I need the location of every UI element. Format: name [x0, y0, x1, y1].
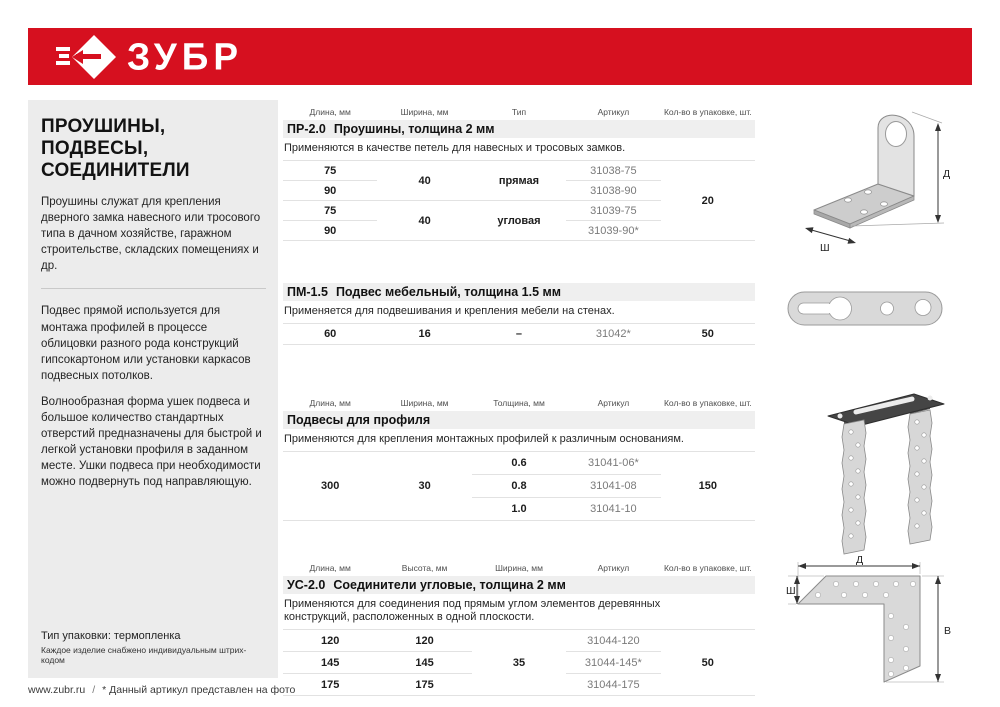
width-value: 30 — [377, 452, 471, 521]
qty-value: 150 — [661, 452, 755, 521]
info-paragraph: Подвес прямой используется для монтажа профилей в процессе облицовки разного рода конструкций гипсокартоном или установки каркасов подвесных потолков. — [41, 305, 251, 382]
type-value: – — [472, 324, 566, 345]
article-value: 31044-120 — [566, 630, 660, 652]
packaging-note: Каждое изделие снабжено индивидуальным штрих-кодом — [41, 645, 247, 665]
column-headers — [283, 398, 755, 411]
packaging-type: Тип упаковки: термопленка — [41, 630, 181, 642]
column-headers — [283, 563, 755, 576]
product-description: Применяется для подвешивания и крепления мебели на стенах. — [284, 305, 615, 317]
article-value: 31042* — [566, 324, 660, 345]
qty-value: 50 — [661, 630, 755, 696]
product-table-us20 — [283, 563, 755, 696]
product-table-profile-hangers — [283, 398, 755, 521]
type-value: прямая — [472, 161, 566, 201]
product-name: Соединители угловые, толщина 2 мм — [333, 578, 566, 592]
footer — [28, 684, 295, 696]
section-band — [283, 576, 755, 594]
product-code: ПР-2.0 — [287, 122, 326, 136]
height-value: 175 — [377, 674, 471, 696]
article-value: 31041-08 — [566, 475, 660, 498]
col-header: Толщина, мм — [493, 398, 545, 408]
product-description: Применяются в качестве петель для навесных и тросовых замков. — [284, 142, 626, 154]
page-title — [41, 116, 266, 182]
intro-paragraph: Проушины служат для крепления дверного замка навесного или тросового типа в дачном хозяйстве, гаражном строительстве, складских помещениях и др. — [41, 196, 261, 273]
table-row — [283, 324, 755, 345]
col-header: Ширина, мм — [400, 398, 449, 408]
brand-bar — [28, 28, 972, 85]
sidebar-panel — [28, 100, 278, 678]
eyelet-bracket-image — [792, 96, 977, 254]
section-band — [283, 120, 755, 138]
length-value: 120 — [283, 630, 377, 652]
profile-hanger-image — [798, 382, 968, 560]
dim-label-length: Д — [943, 168, 951, 180]
drawing-eyelet-bracket — [792, 96, 977, 259]
packaging-info — [41, 630, 268, 665]
spec-table — [283, 451, 755, 521]
thickness-value: 1.0 — [472, 498, 566, 521]
zubr-logo-text: ЗУБР — [127, 35, 244, 78]
page-title-line: ПОДВЕСЫ, — [41, 138, 149, 159]
product-code: ПМ-1.5 — [287, 285, 328, 299]
drawing-profile-hanger — [798, 382, 968, 565]
article-value: 31038-90 — [566, 181, 660, 201]
section-band — [283, 411, 755, 429]
product-description: Применяются для крепления монтажных профилей к различным основаниям. — [284, 433, 684, 445]
drawing-furniture-hanger — [786, 282, 948, 341]
dim-label-length: Д — [856, 554, 864, 566]
col-header: Кол-во в упаковке, шт. — [663, 398, 752, 408]
col-header: Длина, мм — [309, 398, 351, 408]
length-value: 90 — [283, 221, 377, 241]
col-header: Высота, мм — [401, 563, 448, 573]
article-value: 31041-10 — [566, 498, 660, 521]
height-value: 145 — [377, 652, 471, 674]
footer-separator: / — [92, 684, 96, 696]
col-header: Артикул — [597, 563, 630, 573]
col-header: Ширина, мм — [400, 107, 449, 117]
product-table-pr20 — [283, 107, 755, 241]
length-value: 300 — [283, 452, 377, 521]
table-row — [283, 452, 755, 475]
width-value: 16 — [377, 324, 471, 345]
width-value: 35 — [472, 630, 566, 696]
dim-label-width: Ш — [820, 242, 830, 254]
article-value: 31041-06* — [566, 452, 660, 475]
product-name: Подвес мебельный, толщина 1.5 мм — [335, 285, 562, 299]
corner-connector-image — [786, 554, 972, 704]
col-header: Ширина, мм — [495, 563, 543, 573]
col-header: Длина, мм — [309, 107, 351, 117]
article-value: 31044-145* — [566, 652, 660, 674]
drawing-corner-connector — [786, 554, 972, 707]
length-value: 90 — [283, 181, 377, 201]
height-value: 120 — [377, 630, 471, 652]
site-link[interactable]: www.zubr.ru — [28, 684, 86, 696]
length-value: 75 — [283, 161, 377, 181]
article-value: 31039-75 — [566, 201, 660, 221]
col-header: Артикул — [597, 398, 630, 408]
col-header: Кол-во в упаковке, шт. — [663, 563, 752, 573]
thickness-value: 0.8 — [472, 475, 566, 498]
zubr-logo — [56, 34, 243, 80]
length-value: 145 — [283, 652, 377, 674]
page-title-line: ПРОУШИНЫ, — [41, 116, 166, 137]
qty-value: 50 — [661, 324, 755, 345]
col-header: Длина, мм — [309, 563, 351, 573]
col-header: Кол-во в упаковке, шт. — [663, 107, 752, 117]
article-value: 31044-175 — [566, 674, 660, 696]
product-name: Проушины, толщина 2 мм — [333, 122, 495, 136]
col-header: Артикул — [597, 107, 630, 117]
spec-table — [283, 629, 755, 696]
width-value: 40 — [377, 161, 471, 201]
sidebar-divider — [41, 288, 266, 289]
article-value: 31038-75 — [566, 161, 660, 181]
section-band — [283, 283, 755, 301]
column-headers — [283, 107, 755, 120]
length-value: 60 — [283, 324, 377, 345]
length-value: 175 — [283, 674, 377, 696]
page-title-line: СОЕДИНИТЕЛИ — [41, 160, 190, 181]
thickness-value: 0.6 — [472, 452, 566, 475]
furniture-hanger-image — [786, 282, 948, 336]
zubr-logo-icon — [56, 34, 118, 80]
product-name: Подвесы для профиля — [287, 413, 431, 427]
info-paragraph: Волнообразная форма ушек подвеса и большое количество стандартных отверстий предназначены для быстрой и легкой установки профиля в заданном месте. Ушки подвеса при необходимости можно подвернуть под направляющую. — [41, 395, 262, 489]
qty-value: 20 — [661, 161, 755, 241]
dim-label-height: В — [944, 625, 952, 637]
width-value: 40 — [377, 201, 471, 241]
product-code: УС-2.0 — [287, 578, 326, 592]
length-value: 75 — [283, 201, 377, 221]
footnote: * Данный артикул представлен на фото — [102, 684, 296, 696]
article-value: 31039-90* — [566, 221, 660, 241]
type-value: угловая — [472, 201, 566, 241]
spec-table — [283, 323, 755, 345]
product-table-pm15 — [283, 283, 755, 345]
table-row — [283, 161, 755, 181]
spec-table — [283, 160, 755, 241]
product-description: Применяются для соединения под прямым углом элементов деревянных конструкций, расположенных в одной плоскости. — [284, 598, 661, 623]
table-row — [283, 630, 755, 652]
dim-label-width: Ш — [786, 585, 796, 597]
col-header: Тип — [511, 107, 527, 117]
